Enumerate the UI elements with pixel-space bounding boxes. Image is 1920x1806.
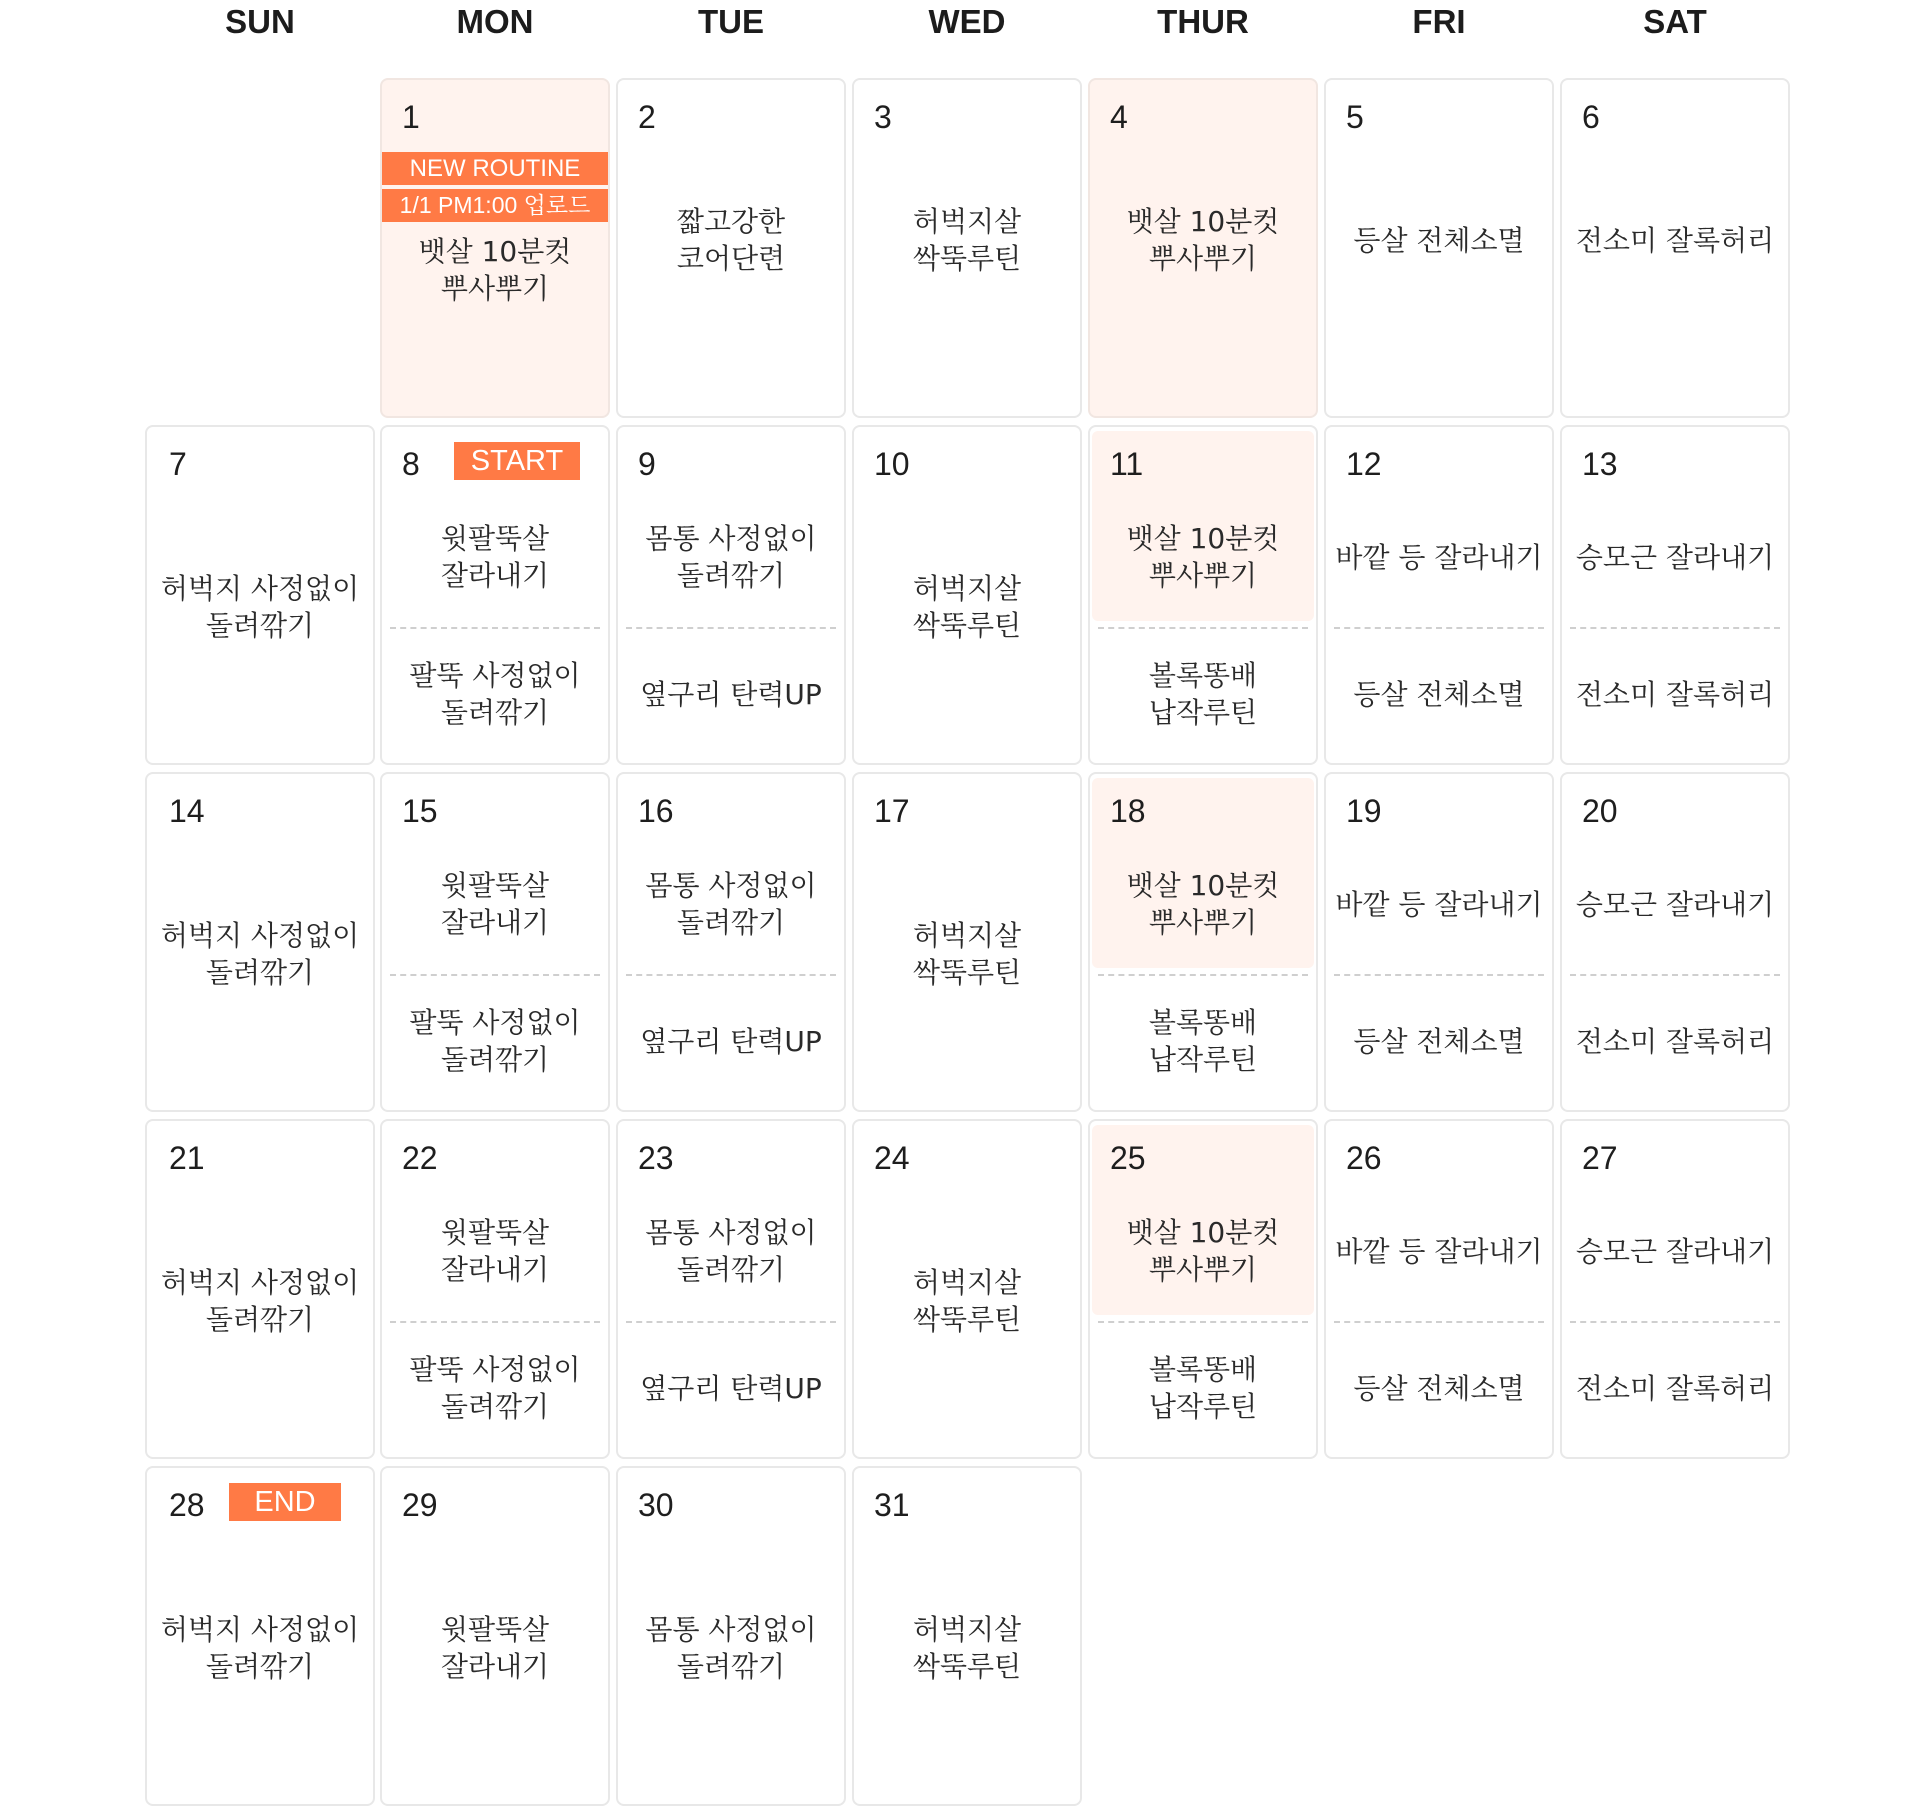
day-number: 12 [1346,446,1382,482]
day-cell[interactable] [380,78,610,418]
event-title[interactable]: 전소미 잘록허리 [1575,677,1775,711]
start-badge: START [454,442,580,480]
event-title[interactable]: 허벅지 사정없이 돌려깎기 [160,572,360,642]
event-slot [620,834,842,974]
event-slot [856,1181,1078,1421]
day-cell[interactable] [1324,1119,1554,1459]
event-title[interactable]: 전소미 잘록허리 [1575,223,1775,257]
event-slot [1564,140,1786,340]
event-title[interactable]: 짧고강한 코어단련 [676,205,786,275]
day-number: 21 [169,1140,205,1176]
event-slot [384,487,606,627]
day-number: 6 [1582,99,1600,135]
day-cell[interactable] [852,772,1082,1112]
event-slot [1092,834,1314,974]
event-title[interactable]: 등살 전체소멸 [1353,1024,1525,1058]
event-slot [620,976,842,1106]
weekday-header: SAT [1643,3,1707,40]
event-slot [1328,976,1550,1106]
event-slot [384,976,606,1106]
event-title[interactable]: 허벅지 사정없이 돌려깎기 [160,1266,360,1336]
event-slot [1328,1181,1550,1321]
event-title[interactable]: 윗팔뚝살 잘라내기 [440,522,550,592]
event-title[interactable]: 바깥 등 잘라내기 [1335,887,1543,921]
day-number: 18 [1110,793,1146,829]
event-slot [1092,487,1314,627]
day-number: 10 [874,446,910,482]
event-title[interactable]: 등살 전체소멸 [1353,223,1525,257]
weekday-header: FRI [1412,3,1466,40]
event-title[interactable]: 뱃살 10분컷 뿌사뿌기 [1126,522,1280,592]
event-slot [384,834,606,974]
event-title[interactable]: 뱃살 10분컷 뿌사뿌기 [418,235,572,305]
event-title[interactable]: 허벅지 사정없이 돌려깎기 [160,1613,360,1683]
day-cell[interactable] [852,425,1082,765]
event-title[interactable]: 윗팔뚝살 잘라내기 [440,1613,550,1683]
day-number: 11 [1110,446,1144,482]
day-number: 22 [402,1140,438,1176]
event-slot [1092,629,1314,759]
event-title[interactable]: 허벅지살 싹뚝루틴 [912,1613,1022,1683]
weekday-header: MON [456,3,534,40]
event-title[interactable]: 바깥 등 잘라내기 [1335,540,1543,574]
day-number: 16 [638,793,674,829]
event-slot [1092,1181,1314,1321]
event-title[interactable]: 윗팔뚝살 잘라내기 [440,1216,550,1286]
day-number: 1 [402,99,420,135]
day-cell[interactable] [852,1119,1082,1459]
event-title[interactable]: 등살 전체소멸 [1353,677,1525,711]
day-number: 30 [638,1487,674,1523]
event-slot [384,1181,606,1321]
day-number: 26 [1346,1140,1382,1176]
day-cell[interactable] [616,425,846,765]
day-cell[interactable] [145,1466,375,1806]
event-title[interactable]: 팔뚝 사정없이 돌려깎기 [409,1006,581,1076]
event-slot [149,834,371,1074]
event-title[interactable]: 몸통 사정없이 돌려깎기 [645,1613,817,1683]
day-number: 4 [1110,99,1128,135]
event-slot [1328,1323,1550,1453]
event-title[interactable]: 뱃살 10분컷 뿌사뿌기 [1126,1216,1280,1286]
event-title[interactable]: 승모근 잘라내기 [1575,540,1775,574]
event-slot [1564,976,1786,1106]
event-slot [856,834,1078,1074]
day-cell[interactable] [145,772,375,1112]
event-slot [620,1323,842,1453]
day-cell[interactable] [1324,772,1554,1112]
day-cell[interactable] [145,425,375,765]
event-slot [384,228,606,312]
event-title[interactable]: 옆구리 탄력UP [640,1371,822,1405]
event-slot [1564,834,1786,974]
event-slot [620,629,842,759]
day-number: 17 [874,793,910,829]
day-number: 13 [1582,446,1618,482]
event-slot [384,629,606,759]
weekday-header: WED [928,3,1006,40]
day-cell[interactable] [1560,772,1790,1112]
day-number: 19 [1346,793,1382,829]
day-number: 24 [874,1140,910,1176]
event-title[interactable]: 윗팔뚝살 잘라내기 [440,869,550,939]
event-slot [1328,140,1550,340]
event-slot [1092,976,1314,1106]
event-title[interactable]: 뱃살 10분컷 뿌사뿌기 [1126,869,1280,939]
day-cell[interactable] [380,1466,610,1806]
day-number: 7 [169,446,187,482]
day-number: 8 [402,446,420,482]
day-cell[interactable] [1088,425,1318,765]
event-slot [1564,1323,1786,1453]
day-number: 9 [638,446,656,482]
event-title[interactable]: 전소미 잘록허리 [1575,1371,1775,1405]
event-slot [1564,1181,1786,1321]
day-cell[interactable] [380,1119,610,1459]
event-title[interactable]: 팔뚝 사정없이 돌려깎기 [409,1353,581,1423]
weekday-header: THUR [1157,3,1249,40]
event-title[interactable]: 몸통 사정없이 돌려깎기 [645,1216,817,1286]
event-title[interactable]: 볼록똥배 납작루틴 [1148,659,1258,729]
event-title[interactable]: 몸통 사정없이 돌려깎기 [645,522,817,592]
event-slot [1328,834,1550,974]
event-title[interactable]: 바깥 등 잘라내기 [1335,1234,1543,1268]
day-cell[interactable] [1088,78,1318,418]
day-number: 2 [638,99,656,135]
event-slot [149,487,371,727]
event-slot [384,1548,606,1748]
day-number: 3 [874,99,892,135]
event-title[interactable]: 허벅지살 싹뚝루틴 [912,205,1022,275]
event-slot [856,487,1078,727]
event-slot [620,140,842,340]
event-title[interactable]: 허벅지살 싹뚝루틴 [912,1266,1022,1336]
event-slot [1092,140,1314,340]
event-slot [1328,487,1550,627]
event-title[interactable]: 볼록똥배 납작루틴 [1148,1006,1258,1076]
event-title[interactable]: 볼록똥배 납작루틴 [1148,1353,1258,1423]
day-number: 27 [1582,1140,1618,1176]
day-number: 23 [638,1140,674,1176]
event-slot [1328,629,1550,759]
event-title[interactable]: 등살 전체소멸 [1353,1371,1525,1405]
day-number: 25 [1110,1140,1146,1176]
event-slot [1092,1323,1314,1453]
event-slot [620,1548,842,1748]
day-number: 5 [1346,99,1364,135]
day-cell[interactable] [1560,78,1790,418]
end-badge: END [229,1483,341,1521]
day-cell[interactable] [852,78,1082,418]
event-title[interactable]: 옆구리 탄력UP [640,1024,822,1058]
event-title[interactable]: 허벅지살 싹뚝루틴 [912,572,1022,642]
day-number: 15 [402,793,438,829]
day-cell[interactable] [616,1119,846,1459]
event-title[interactable]: 전소미 잘록허리 [1575,1024,1775,1058]
event-title[interactable]: 몸통 사정없이 돌려깎기 [645,869,817,939]
day-cell[interactable] [1324,78,1554,418]
day-cell[interactable] [616,772,846,1112]
event-title[interactable]: 허벅지살 싹뚝루틴 [912,919,1022,989]
event-title[interactable]: 승모근 잘라내기 [1575,887,1775,921]
day-cell[interactable] [145,1119,375,1459]
new-routine-badge: NEW ROUTINE [380,152,610,185]
event-slot [620,1181,842,1321]
event-title[interactable]: 팔뚝 사정없이 돌려깎기 [409,659,581,729]
weekday-header: SUN [225,3,295,40]
day-cell[interactable] [1560,1119,1790,1459]
event-slot [620,487,842,627]
day-cell[interactable] [1560,425,1790,765]
day-number: 29 [402,1487,438,1523]
event-slot [856,140,1078,340]
day-cell[interactable] [852,1466,1082,1806]
day-cell[interactable] [616,1466,846,1806]
event-title[interactable]: 뱃살 10분컷 뿌사뿌기 [1126,205,1280,275]
event-slot [856,1548,1078,1748]
event-slot [384,1323,606,1453]
event-title[interactable]: 승모근 잘라내기 [1575,1234,1775,1268]
event-slot [1564,487,1786,627]
event-title[interactable]: 옆구리 탄력UP [640,677,822,711]
day-number: 20 [1582,793,1618,829]
upload-time-badge: 1/1 PM1:00 업로드 [380,189,610,222]
event-slot [1564,629,1786,759]
event-slot [149,1181,371,1421]
day-number: 31 [874,1487,910,1523]
day-cell[interactable] [1324,425,1554,765]
day-number: 28 [169,1487,205,1523]
day-number: 14 [169,793,205,829]
day-cell[interactable] [616,78,846,418]
event-slot [149,1548,371,1748]
weekday-header: TUE [698,3,764,40]
day-cell[interactable] [380,425,610,765]
day-cell[interactable] [1088,772,1318,1112]
day-cell[interactable] [380,772,610,1112]
event-title[interactable]: 허벅지 사정없이 돌려깎기 [160,919,360,989]
day-cell[interactable] [1088,1119,1318,1459]
